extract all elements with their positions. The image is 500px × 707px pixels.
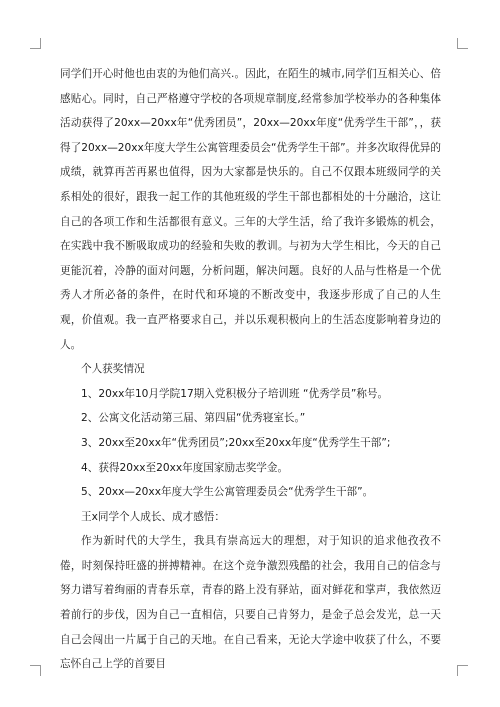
award-item-2: 2、公寓文化活动第三届、第四届“优秀寝室长。” [81,412,306,425]
heading-awards: 个人获奖情况 [81,363,145,376]
heading-growth-reflection: 王x同学个人成长、成才感悟： [81,510,225,523]
crop-mark-top-left [30,38,41,49]
document-body [60,62,441,677]
crop-mark-top-right [457,38,468,49]
award-item-1: 1、20xx年10月学院17期入党积极分子培训班 “优秀学员”称号。 [81,387,389,400]
crop-mark-bottom-right [457,665,468,676]
paragraph-reflection: 作为新时代的大学生，我具有崇高远大的理想，对于知识的追求他孜孜不倦，时刻保持旺盛的拼搏精神。在这个竞争激烈残酷的社会，我用自己的信念与努力谱写着绚丽的青春乐章，青春的路上没有驿站，面对鲜花和掌声，我依然迈着前行的步伐，因为自己一直相信，只要自己肯努力，是金子总会发光，总一天自己会闯出一片属于自己的天地。在自己看来，无论大学途中收获了什么，不要忘怀自己上学的首要目 [60,535,441,671]
award-item-5: 5、20xx—20xx年度大学生公寓管理委员会“优秀学生干部”。 [81,486,374,499]
crop-mark-bottom-left [30,665,41,676]
award-item-4: 4、获得20xx至20xx年度国家励志奖学金。 [81,461,289,474]
award-item-3: 3、20xx至20xx年“优秀团员”;20xx至20xx年度“优秀学生干部”; [81,436,391,449]
paragraph-self-summary: 同学们开心时他也由衷的为他们高兴.。因此，在陌生的城市,同学们互相关心、倍感贴心。同时，自己严格遵守学校的各项规章制度,经常参加学校举办的各种集体活动获得了20xx—20xx年“优秀团员”，20xx—20xx年度“优秀学生干部”，，获得了20xx—20xx年度大学生公寓管理委员会“优秀学生干部”。并多次取得优异的成绩，就算再苦再累也值得，因为大家都是快乐的。自己不仅跟本班级同学的关系相处的很好，跟我一起工作的其他班级的学生干部也都相处的十分融洽，这让自己的各项工作和生活都很有意义。三年的大学生活，给了我许多锻炼的机会，在实践中我不断吸取成功的经验和失败的教训。与初为大学生相比，今天的自己更能沉着，冷静的面对问题，分析问题，解决问题。良好的人品与性格是一个优秀人才所必备的条件，在时代和环境的不断改变中，我逐步形成了自己的人生观，价值观。我一直严格要求自己，并以乐观积极向上的生活态度影响着身边的人。 [60,68,441,351]
